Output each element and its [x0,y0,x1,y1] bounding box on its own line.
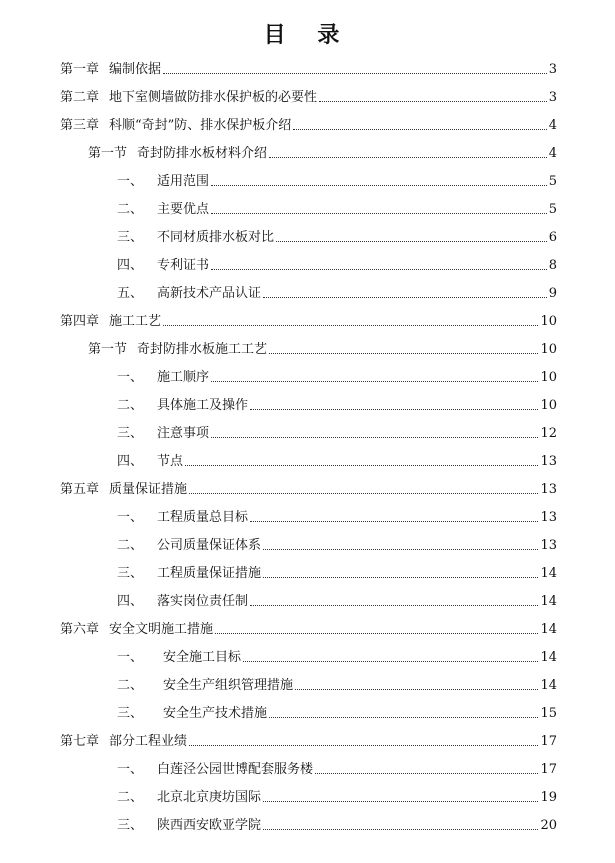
toc-leader-dots [250,409,538,410]
toc-entry-number: 四、 [117,258,144,273]
toc-entry-title: 主要优点 [157,202,210,217]
toc-entry-page-number: 14 [540,678,557,693]
toc-entry[interactable] [117,560,557,582]
toc-entry-number: 一、 [117,510,144,525]
toc-entry[interactable] [117,756,557,778]
toc-entry-page-number: 13 [540,510,557,525]
toc-entry-number: 第六章 [60,622,100,637]
toc-entry-page-number: 4 [548,146,557,161]
toc-entry-number: 第四章 [60,314,100,329]
toc-entry-title: 公司质量保证体系 [157,538,262,553]
toc-entry[interactable] [88,336,557,358]
toc-entry[interactable] [117,672,557,694]
toc-entry-page-number: 15 [540,706,557,721]
toc-leader-dots [189,745,538,746]
toc-entry-title: 地下室侧墙做防排水保护板的必要性 [109,90,318,105]
toc-entry-number: 一、 [117,650,144,665]
toc-leader-dots [269,353,538,354]
toc-entry-page-number: 14 [540,650,557,665]
toc-entry[interactable] [117,504,557,526]
toc-entry[interactable] [117,448,557,470]
toc-entry-number: 三、 [117,230,144,245]
toc-leader-dots [269,717,538,718]
toc-leader-dots [319,101,547,102]
toc-entry[interactable] [60,616,557,638]
toc-entry-number: 二、 [117,538,144,553]
toc-entry[interactable] [117,392,557,414]
toc-entry[interactable] [117,532,557,554]
toc-entry-number: 二、 [117,678,144,693]
toc-entry-number: 第一章 [60,62,100,77]
toc-entry-page-number: 8 [548,258,557,273]
toc-leader-dots [185,465,538,466]
toc-entry-number: 二、 [117,202,144,217]
toc-entry[interactable] [117,224,557,246]
toc-leader-dots [315,773,538,774]
toc-leader-dots [243,661,538,662]
toc-entry-number: 四、 [117,594,144,609]
toc-entry-title: 施工顺序 [157,370,210,385]
toc-leader-dots [263,829,538,830]
toc-entry-page-number: 13 [540,482,557,497]
toc-entry-title: 注意事项 [157,426,210,441]
toc-entry-page-number: 10 [540,370,557,385]
toc-entry-number: 五、 [117,286,144,301]
toc-entry-title: 节点 [157,454,184,469]
toc-entry-page-number: 10 [540,398,557,413]
toc-entry-number: 一、 [117,174,144,189]
toc-entry-page-number: 9 [548,286,557,301]
toc-leader-dots [211,437,538,438]
toc-entry-title: 工程质量总目标 [157,510,249,525]
toc-leader-dots [250,521,538,522]
toc-title: 目 录 [263,23,352,48]
toc-entry-number: 第三章 [60,118,100,133]
toc-entry-title: 安全施工目标 [163,650,242,665]
toc-entry-number: 第五章 [60,482,100,497]
toc-entry-title: 高新技术产品认证 [157,286,262,301]
toc-entry-number: 四、 [117,454,144,469]
toc-leader-dots [163,325,538,326]
toc-entry-page-number: 4 [548,118,557,133]
toc-leader-dots [163,73,547,74]
toc-leader-dots [295,689,538,690]
toc-entry-title: 工程质量保证措施 [157,566,262,581]
toc-entry-title: 编制依据 [109,62,162,77]
toc-entry[interactable] [60,308,557,330]
toc-leader-dots [215,633,538,634]
toc-entry-page-number: 17 [540,734,557,749]
toc-entry-title: 陕西西安欧亚学院 [157,818,262,833]
toc-entry-page-number: 19 [540,790,557,805]
toc-entry-page-number: 5 [548,174,557,189]
toc-entry-number: 二、 [117,398,144,413]
toc-entry[interactable] [117,784,557,806]
toc-entry[interactable] [117,364,557,386]
toc-entry-number: 三、 [117,706,144,721]
toc-leader-dots [269,157,547,158]
toc-leader-dots [250,605,538,606]
toc-entry-page-number: 13 [540,454,557,469]
toc-entry-title: 安全文明施工措施 [109,622,214,637]
toc-entry[interactable] [117,588,557,610]
toc-entry-title: 科顺“奇封”防、排水保护板介绍 [109,118,292,133]
toc-entry-title: 质量保证措施 [109,482,188,497]
toc-entry-page-number: 14 [540,622,557,637]
toc-leader-dots [263,577,538,578]
toc-entry-page-number: 13 [540,538,557,553]
toc-entry-number: 第七章 [60,734,100,749]
toc-entry-number: 三、 [117,426,144,441]
toc-entry-title: 白莲泾公园世博配套服务楼 [157,762,314,777]
toc-entry[interactable] [117,700,557,722]
toc-entry[interactable] [117,196,557,218]
toc-entry[interactable] [117,812,557,834]
toc-leader-dots [276,241,547,242]
toc-entry[interactable] [88,140,557,162]
toc-leader-dots [211,269,547,270]
toc-entry[interactable] [60,112,557,134]
toc-entry[interactable] [117,280,557,302]
toc-leader-dots [293,129,546,130]
toc-entry-title: 部分工程业绩 [109,734,188,749]
toc-leader-dots [211,213,547,214]
toc-entry[interactable] [117,252,557,274]
toc-entry-page-number: 14 [540,566,557,581]
toc-entry-number: 一、 [117,762,144,777]
toc-entry-title: 安全生产技术措施 [163,706,268,721]
toc-entry-title: 北京北京庚坊国际 [157,790,262,805]
toc-leader-dots [263,801,538,802]
toc-entry-page-number: 20 [540,818,557,833]
toc-entry-number: 二、 [117,790,144,805]
toc-entry-number: 第一节 [88,146,128,161]
toc-entry-page-number: 10 [540,342,557,357]
toc-entry-page-number: 5 [548,202,557,217]
toc-entry-title: 落实岗位责任制 [157,594,249,609]
toc-leader-dots [263,549,538,550]
toc-entry-page-number: 14 [540,594,557,609]
toc-leader-dots [211,185,547,186]
toc-entry-page-number: 6 [548,230,557,245]
toc-entry-number: 一、 [117,370,144,385]
toc-entry-title: 适用范围 [157,174,210,189]
toc-entry-number: 三、 [117,566,144,581]
toc-entry-title: 安全生产组织管理措施 [163,678,294,693]
toc-entry-page-number: 17 [540,762,557,777]
toc-leader-dots [263,297,547,298]
toc-entry-title: 施工工艺 [109,314,162,329]
toc-leader-dots [211,381,538,382]
toc-entry[interactable] [60,476,557,498]
toc-entry[interactable] [60,56,557,78]
toc-entry[interactable] [117,168,557,190]
toc-entry-number: 第一节 [88,342,128,357]
toc-entry[interactable] [117,420,557,442]
toc-entry-page-number: 3 [548,62,557,77]
toc-entry-number: 第二章 [60,90,100,105]
toc-entry[interactable] [60,84,557,106]
toc-entry-page-number: 10 [540,314,557,329]
toc-entry-number: 三、 [117,818,144,833]
toc-entry-page-number: 3 [548,90,557,105]
toc-entry[interactable] [60,728,557,750]
toc-leader-dots [189,493,538,494]
toc-entry-title: 奇封防排水板施工工艺 [137,342,268,357]
toc-entry-title: 专利证书 [157,258,210,273]
toc-entry-title: 具体施工及操作 [157,398,249,413]
toc-entry-title: 奇封防排水板材料介绍 [137,146,268,161]
toc-entry-title: 不同材质排水板对比 [157,230,275,245]
toc-entry-page-number: 12 [540,426,557,441]
toc-entry[interactable] [117,644,557,666]
